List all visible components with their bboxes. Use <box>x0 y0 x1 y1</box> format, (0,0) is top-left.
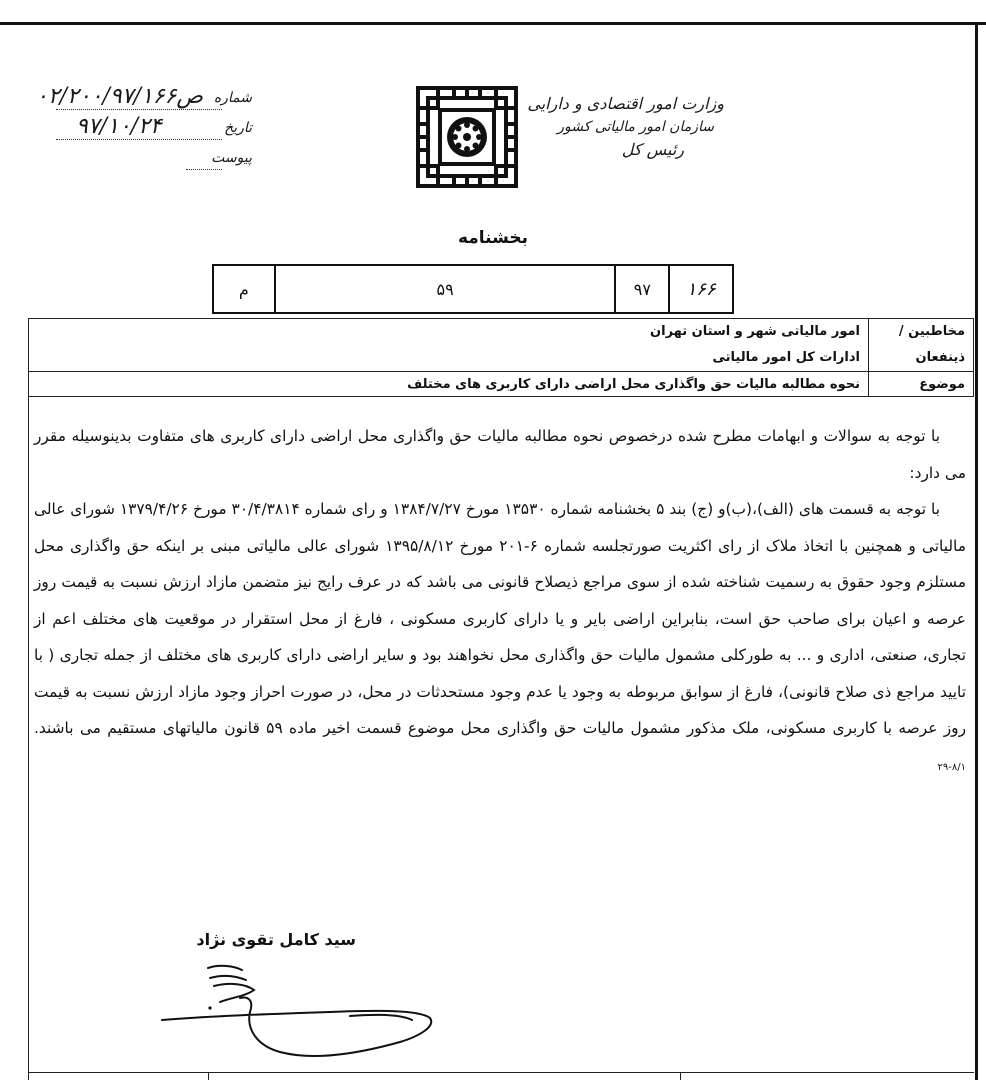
header-table <box>28 318 974 397</box>
number-row <box>36 84 256 114</box>
letter-meta <box>36 84 256 174</box>
addressee-line2: ادارات کل امور مالیاتی <box>712 350 860 365</box>
circular-body <box>34 418 966 786</box>
tax-organization-logo-icon <box>414 84 520 190</box>
number-value: ۰۲/۲۰۰/۹۷/۱۶۶ص <box>36 84 204 109</box>
signatory-name: سید کامل تقوی نژاد <box>196 930 356 949</box>
subject-row <box>29 372 974 397</box>
page-left-border <box>28 318 29 1080</box>
subject-text: نحوه مطالبه مالیات حق واگذاری محل اراضی دارای کاربری های مختلف <box>29 372 869 397</box>
body-reference-code: ۸/۱-۲۹ <box>937 761 966 773</box>
number-cell-year: ۹۷ <box>616 266 670 312</box>
attachment-label: پیوست <box>211 150 252 166</box>
date-value: ۹۷/۱۰/۲۴ <box>76 114 162 139</box>
number-dotted-line <box>56 109 222 110</box>
footer-divider <box>208 1072 209 1080</box>
addressee-line1: امور مالیاتی شهر و استان تهران <box>650 324 860 339</box>
date-label: تاریخ <box>224 120 252 136</box>
date-dotted-line <box>56 139 222 140</box>
number-cell-number: ۵۹ <box>276 266 617 312</box>
body-paragraph-2-text: با توجه به قسمت های (الف)،(ب)و (ج) بند ۵ بخشنامه شماره ۱۳۵۳۰ مورخ ۱۳۸۴/۷/۲۷ و رای شماره ۳۰/۴/۳۸۱۴ مورخ ۱۳۷۹/۴/۲۶ شورای عالی مالیاتی و همچنین با اتخاذ ملاک از رای اکثریت صورتجلسه شماره ۶-۲۰۱ مورخ ۱۳۹۵/۸/۱۲ شورای عالی مالیاتی مبنی بر اینکه حق واگذاری محل مستلزم وجود حقوق به رسمیت شناخته شده از سوی مراجع ذیصلاح قانونی می باشد که در عرف رایج نیز متضمن مازاد ارزش نسبت به قیمت روز عرصه و اعیان برای صاحب حق است، بنابراین اراضی بایر و یا دارای کاربری مسکونی ، فارغ از محل استقرار در موقعیت های مختلف اعم از تجاری، صنعتی، اداری و ... به طورکلی مشمول مالیات حق واگذاری محل نخواهند بود و سایر اراضی دارای کاربری های مختلف از جمله تجاری ( با تایید مراجع ذی صلاح قانونی)، فارغ از سوابق مربوطه به وجود یا عدم وجود مستحدثات در محل، در صورت احراز وجود مازاد ارزش نسبت به قیمت روز عرصه با کاربری مسکونی، ملک مذکور مشمول مالیات حق واگذاری محل موضوع قسمت اخیر ماده ۵۹ قانون مالیاتهای مستقیم می باشند. <box>34 500 967 737</box>
number-cell-code: ۱۶۶ <box>686 278 716 300</box>
page-top-border <box>0 22 986 25</box>
circular-number-box <box>212 264 734 314</box>
organization-line: سازمان امور مالیاتی کشور <box>557 118 714 135</box>
addressees-row <box>29 319 974 372</box>
addressees-label <box>869 319 974 372</box>
number-label: شماره <box>213 90 252 106</box>
handwritten-signature-icon <box>150 956 440 1076</box>
ministry-line: وزارت امور اقتصادی و دارایی <box>527 94 724 113</box>
footer-divider <box>680 1072 681 1080</box>
title-line: رئیس کل <box>621 140 684 160</box>
addressees-label-line2: ذینفعان <box>915 350 965 365</box>
addressees-label-line1: مخاطبین / <box>898 324 965 339</box>
attachment-dotted-line <box>186 169 222 170</box>
date-row <box>36 114 256 144</box>
body-paragraph-1: با توجه به سوالات و ابهامات مطرح شده درخصوص نحوه مطالبه مالیات حق واگذاری محل اراضی دارای کاربری های متفاوت بدینوسیله مقرر می دارد: <box>34 427 966 482</box>
footer-rule <box>28 1072 974 1073</box>
number-cell-series: م <box>214 266 276 312</box>
attachment-row <box>36 144 256 174</box>
page-right-border <box>975 22 978 1080</box>
ministry-heading <box>527 92 724 163</box>
subject-label: موضوع <box>869 372 974 397</box>
addressees-value <box>29 319 869 372</box>
body-paragraph-2 <box>34 491 966 786</box>
document-title: بخشنامه <box>457 228 529 248</box>
